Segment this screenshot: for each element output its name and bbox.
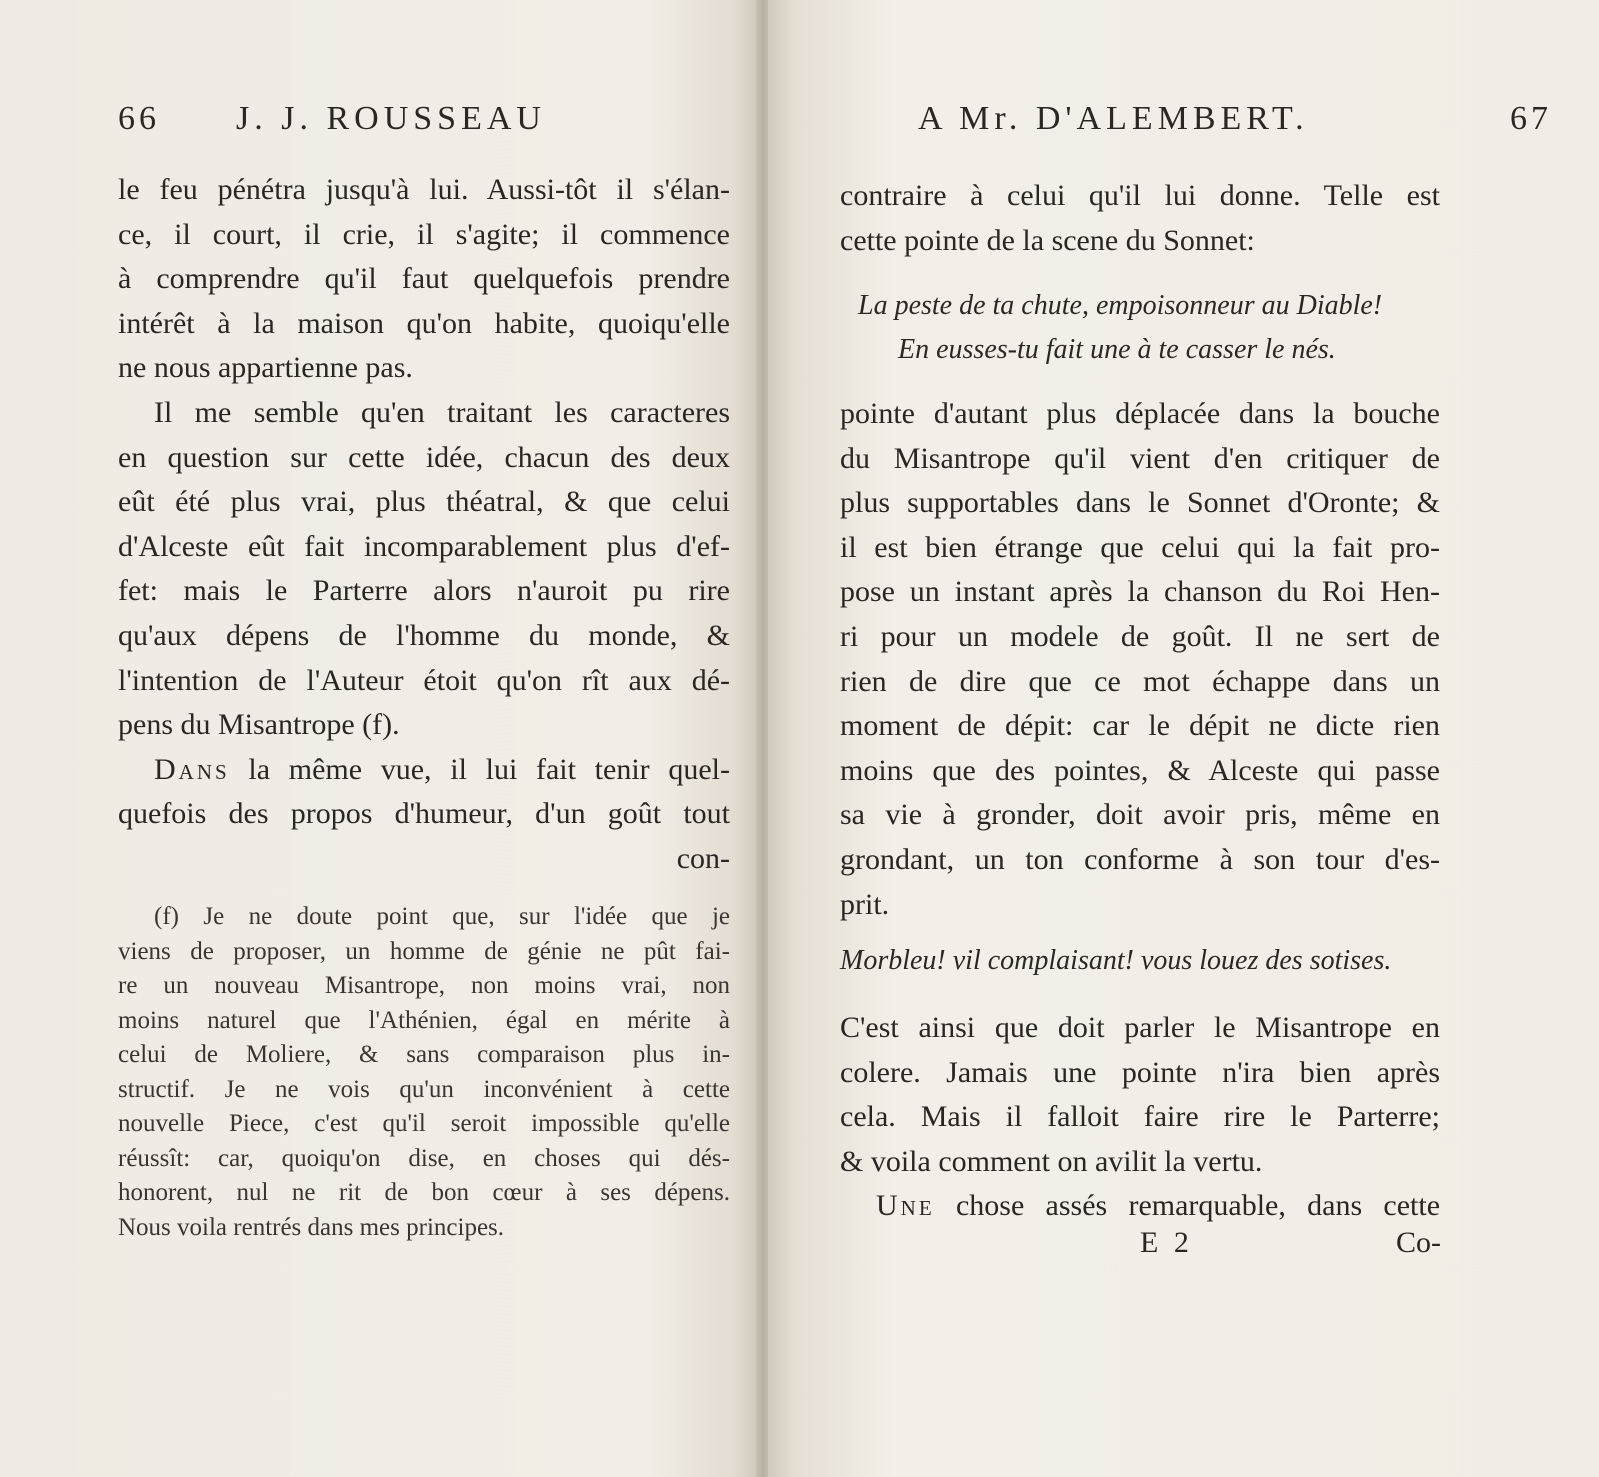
text-line: sa vie à gronder, doit avoir pris, même en	[840, 798, 1440, 832]
right-running-title: A Mr. D'ALEMBERT.	[918, 100, 1309, 137]
footnote-line: celui de Moliere, & sans comparaison plus in-	[118, 1041, 730, 1068]
text-line: moment de dépit: car le dépit ne dicte rien	[840, 709, 1440, 743]
verse-morbleu: Morbleu! vil complaisant! vous louez des sotises.	[840, 945, 1392, 976]
text-line-dans	[118, 748, 730, 793]
left-folio: 66	[118, 100, 160, 137]
text-line: contraire à celui qu'il lui donne. Telle est	[840, 179, 1440, 212]
right-folio: 67	[1510, 100, 1552, 137]
dans-smallcaps: Dans	[154, 752, 230, 786]
footnote-line: re un nouveau Misantrope, non moins vrai, non	[118, 972, 730, 999]
text-line-une	[840, 1184, 1440, 1229]
right-para-1	[840, 174, 1440, 263]
une-rest: chose assés remarquable, dans cette	[955, 1189, 1441, 1223]
left-main-text	[118, 168, 730, 882]
text-line: intérêt à la maison qu'on habite, quoiqu'elle	[118, 306, 730, 340]
text-line: & voila comment on avilit la vertu.	[840, 1144, 1263, 1178]
text-line: à comprendre qu'il faut quelquefois prendre	[118, 262, 730, 296]
text-line: l'intention de l'Auteur étoit qu'on rît aux dé-	[118, 663, 730, 697]
right-para-3	[840, 1006, 1440, 1229]
footnote-line: moins naturel que l'Athénien, égal en mérite à	[118, 1006, 730, 1034]
left-catchword: con-	[676, 841, 730, 875]
text-line: Il me semble qu'en traitant les caracteres	[154, 395, 730, 429]
text-line: il est bien étrange que celui qui la fait pro-	[840, 530, 1440, 564]
text-line: pointe d'autant plus déplacée dans la bouche	[840, 397, 1440, 430]
text-line: ri pour un modele de goût. Il ne sert de	[840, 619, 1440, 653]
verse-line-1: La peste de ta chute, empoisonneur au Diable!	[858, 290, 1383, 321]
left-running-title: J. J. ROUSSEAU	[236, 100, 546, 137]
footnote-line: honorent, nul ne rit de bon cœur à ses dépens.	[118, 1179, 730, 1206]
right-para-2	[840, 392, 1440, 927]
right-page	[768, 0, 1599, 1477]
text-line: plus supportables dans le Sonnet d'Oronte; &	[840, 486, 1440, 520]
text-line: cette pointe de la scene du Sonnet:	[840, 223, 1255, 257]
left-page	[0, 0, 758, 1477]
text-line: ne nous appartienne pas.	[118, 351, 413, 385]
text-line: colere. Jamais une pointe n'ira bien après	[840, 1055, 1440, 1089]
signature-mark: E 2	[1140, 1226, 1193, 1259]
text-line: d'Alceste eût fait incomparablement plus d'ef-	[118, 529, 730, 563]
verse-line-2: En eusses-tu fait une à te casser le nés.	[898, 334, 1336, 365]
text-line: C'est ainsi que doit parler le Misantrope en	[840, 1011, 1440, 1044]
text-line: ce, il court, il crie, il s'agite; il commence	[118, 217, 730, 251]
text-line: prit.	[840, 887, 890, 921]
text-line: quefois des propos d'humeur, d'un goût tout	[118, 797, 730, 831]
text-line: qu'aux dépens de l'homme du monde, &	[118, 618, 730, 652]
footnote-line: structif. Je ne vois qu'un inconvénient à cette	[118, 1075, 730, 1103]
footnote-line: Nous voila rentrés dans mes principes.	[118, 1213, 505, 1241]
text-line: grondant, un ton conforme à son tour d'es-	[840, 842, 1440, 876]
text-line: fet: mais le Parterre alors n'auroit pu rire	[118, 574, 730, 608]
text-line: cela. Mais il falloit faire rire le Parterre;	[840, 1100, 1440, 1134]
footnote-line: (f) Je ne doute point que, sur l'idée que je	[154, 903, 730, 930]
text-line: le feu pénétra jusqu'à lui. Aussi-tôt il s'élan-	[118, 173, 730, 206]
right-catchword: Co-	[1396, 1226, 1441, 1259]
text-line: en question sur cette idée, chacun des deux	[118, 440, 730, 474]
text-line: du Misantrope qu'il vient d'en critiquer de	[840, 441, 1440, 475]
footnote	[118, 900, 730, 1245]
footnote-line: nouvelle Piece, c'est qu'il seroit impossible qu'elle	[118, 1110, 730, 1137]
text-line: eût été plus vrai, plus théatral, & que celui	[118, 485, 730, 519]
text-line: pose un instant après la chanson du Roi Hen-	[840, 575, 1440, 609]
dans-rest: la même vue, il lui fait tenir quel-	[248, 752, 730, 786]
footnote-line: viens de proposer, un homme de génie ne pût fai-	[118, 937, 730, 965]
text-line: rien de dire que ce mot échappe dans un	[840, 664, 1440, 698]
text-line: pens du Misantrope (f).	[118, 708, 400, 742]
footnote-line: réussît: car, quoiqu'on dise, en choses qui dés-	[118, 1144, 730, 1172]
une-smallcaps: Une	[876, 1189, 935, 1223]
text-line: moins que des pointes, & Alceste qui passe	[840, 753, 1440, 787]
